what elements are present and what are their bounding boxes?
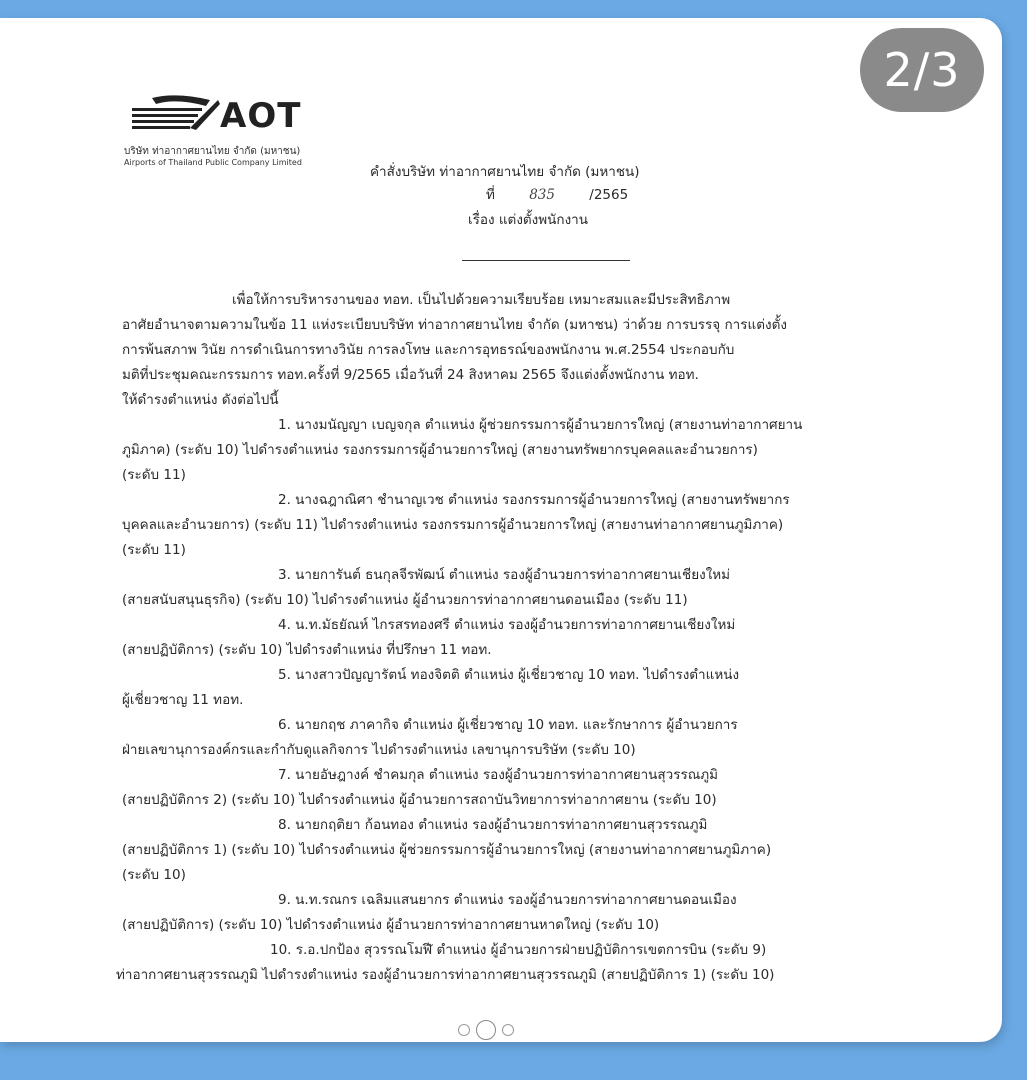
item-line: (สายปฏิบัติการ 2) (ระดับ 10) ไปดำรงตำแหน่ง ผู้อำนวยการสถาบันวิทยาการท่าอากาศยาน (ระดับ 10): [122, 792, 717, 808]
order-number: 835: [529, 187, 555, 203]
company-english-name: Airports of Thailand Public Company Limited: [124, 158, 302, 167]
page-dot-1[interactable]: [458, 1024, 470, 1036]
item-line: 7. นายอัษฎางค์ ชำคมกุล ตำแหน่ง รองผู้อำนวยการท่าอากาศยานสุวรรณภูมิ: [278, 767, 719, 783]
item-line: ฝ่ายเลขานุการองค์กรและกำกับดูแลกิจการ ไปดำรงตำแหน่ง เลขานุการบริษัท (ระดับ 10): [122, 742, 636, 758]
item-line: ท่าอากาศยานสุวรรณภูมิ ไปดำรงตำแหน่ง รองผู้อำนวยการท่าอากาศยานสุวรรณภูมิ (สายปฏิบัติการ 1) (ระดับ 10): [116, 967, 775, 983]
company-thai-name: บริษัท ท่าอากาศยานไทย จำกัด (มหาชน): [124, 146, 301, 157]
item-line: 2. นางฉฎาณิศา ชำนาญเวช ตำแหน่ง รองกรรมการผู้อำนวยการใหญ่ (สายงานทรัพยากร: [278, 492, 790, 508]
item-line: 4. น.ท.มัธยัณห์ ไกรสรทองศรี ตำแหน่ง รองผู้อำนวยการท่าอากาศยานเชียงใหม่: [278, 617, 736, 633]
item-line: (ระดับ 11): [122, 542, 186, 558]
item-line: 10. ร.อ.ปกป้อง สุวรรณโมฬี ตำแหน่ง ผู้อำนวยการฝ่ายปฏิบัติการเขตการบิน (ระดับ 9): [270, 942, 767, 958]
item-line: (ระดับ 10): [122, 867, 186, 883]
item-line: 5. นางสาวปัญญารัตน์ ทองจิตติ ตำแหน่ง ผู้เชี่ยวชาญ 10 ทอท. ไปดำรงตำแหน่ง: [278, 667, 740, 683]
body-line: เพื่อให้การบริหารงานของ ทอท. เป็นไปด้วยความเรียบร้อย เหมาะสมและมีประสิทธิภาพ: [232, 292, 731, 308]
order-subject: เรื่อง แต่งตั้งพนักงาน: [468, 212, 588, 228]
body-line: อาศัยอำนาจตามความในข้อ 11 แห่งระเบียบบริษัท ท่าอากาศยานไทย จำกัด (มหาชน) ว่าด้วย การบรรจุ การแต่งตั้ง: [122, 317, 787, 333]
title-divider: [462, 260, 630, 261]
item-line: ภูมิภาค) (ระดับ 10) ไปดำรงตำแหน่ง รองกรรมการผู้อำนวยการใหญ่ (สายงานทรัพยากรบุคคลและอำนวยการ): [122, 442, 758, 458]
item-line: 8. นายกฤติยา ก้อนทอง ตำแหน่ง รองผู้อำนวยการท่าอากาศยานสุวรรณภูมิ: [278, 817, 708, 833]
order-number-line: [486, 183, 628, 205]
body-line: การพ้นสภาพ วินัย การดำเนินการทางวินัย การลงโทษ และการอุทธรณ์ของพนักงาน พ.ศ.2554 ประกอบกับ: [122, 342, 735, 358]
item-line: (ระดับ 11): [122, 467, 186, 483]
page-dot-3[interactable]: [502, 1024, 514, 1036]
item-line: 1. นางมนัญญา เบญจกุล ตำแหน่ง ผู้ช่วยกรรมการผู้อำนวยการใหญ่ (สายงานท่าอากาศยาน: [278, 417, 803, 433]
pagination-dots: [458, 1020, 514, 1040]
aot-logo: [120, 86, 350, 176]
order-year: /2565: [589, 187, 629, 203]
item-line: (สายสนับสนุนธุรกิจ) (ระดับ 10) ไปดำรงตำแหน่ง ผู้อำนวยการท่าอากาศยานดอนเมือง (ระดับ 11): [122, 592, 688, 608]
aot-brand-text: AOT: [220, 96, 302, 136]
item-line: ผู้เชี่ยวชาญ 11 ทอท.: [122, 692, 244, 708]
document-card: [0, 18, 1002, 1042]
aot-emblem-icon: [130, 94, 222, 134]
item-line: 9. น.ท.รณกร เฉลิมแสนยากร ตำแหน่ง รองผู้อำนวยการท่าอากาศยานดอนเมือง: [278, 892, 737, 908]
body-line: มติที่ประชุมคณะกรรมการ ทอท.ครั้งที่ 9/2565 เมื่อวันที่ 24 สิงหาคม 2565 จึงแต่งตั้งพนักงาน ทอท.: [122, 367, 699, 383]
item-line: (สายปฏิบัติการ) (ระดับ 10) ไปดำรงตำแหน่ง ที่ปรึกษา 11 ทอท.: [122, 642, 492, 658]
order-title: คำสั่งบริษัท ท่าอากาศยานไทย จำกัด (มหาชน): [370, 164, 640, 180]
item-line: บุคคลและอำนวยการ) (ระดับ 11) ไปดำรงตำแหน่ง รองกรรมการผู้อำนวยการใหญ่ (สายงานท่าอากาศยานภูมิภาค): [122, 517, 784, 533]
body-line: ให้ดำรงตำแหน่ง ดังต่อไปนี้: [122, 392, 279, 408]
item-line: 6. นายกฤช ภาคากิจ ตำแหน่ง ผู้เชี่ยวชาญ 10 ทอท. และรักษาการ ผู้อำนวยการ: [278, 717, 738, 733]
item-line: 3. นายการันต์ ธนกุลจีรพัฒน์ ตำแหน่ง รองผู้อำนวยการท่าอากาศยานเชียงใหม่: [278, 567, 731, 583]
page-counter-badge: 2/3: [860, 28, 984, 112]
item-line: (สายปฏิบัติการ) (ระดับ 10) ไปดำรงตำแหน่ง ผู้อำนวยการท่าอากาศยานหาดใหญ่ (ระดับ 10): [122, 917, 660, 933]
order-label: ที่: [486, 187, 495, 203]
page-dot-2-active[interactable]: [476, 1020, 496, 1040]
item-line: (สายปฏิบัติการ 1) (ระดับ 10) ไปดำรงตำแหน่ง ผู้ช่วยกรรมการผู้อำนวยการใหญ่ (สายงานท่าอากาศยานภูมิภาค): [122, 842, 772, 858]
